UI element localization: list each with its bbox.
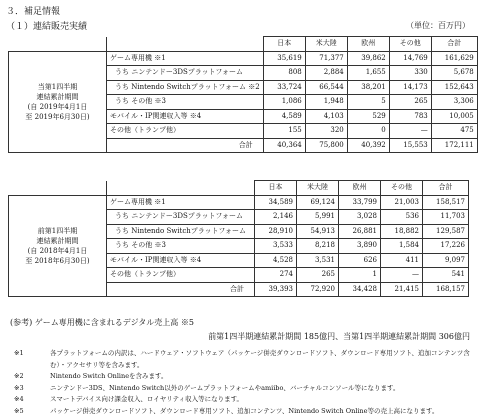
period-label: 前第1四半期 連結累計期間 (自 2018年4月1日 至 2018年6月30日) xyxy=(9,195,107,297)
row-label: うち ニンテンドー3DSプラットフォーム xyxy=(107,210,255,225)
footnote: ※2 Nintendo Switch Onlineを含みます。 xyxy=(14,371,470,383)
col-japan: 日本 xyxy=(255,181,297,196)
table-row: モバイル・IP関連収入等 ※4 4,589 4,103 529 783 10,005 xyxy=(9,109,478,124)
sub-title: （１）連結販売実績 xyxy=(6,19,87,32)
row-label: ゲーム専用機 ※1 xyxy=(107,51,264,66)
col-total: 合計 xyxy=(431,37,477,52)
total-row: 合計 39,393 72,920 34,428 21,415 168,157 xyxy=(9,282,469,297)
row-label: うち ニンテンドー3DSプラットフォーム xyxy=(107,66,264,81)
row-label: ゲーム専用機 ※1 xyxy=(107,195,255,210)
current-period-table xyxy=(8,36,478,153)
table-row: うち Nintendo Switchプラットフォーム ※2 33,724 66,544 38,201 14,173 152,643 xyxy=(9,80,478,95)
footnote: ※1 各プラットフォームの内訳は、ハードウェア・ソフトウェア（パッケージ併売ダウンロードソフト、ダウンロード専用ソフト、追加コンテンツ含む）・アクセサリ等を含みます。 xyxy=(14,348,470,371)
table-row: 前第1四半期 連結累計期間 (自 2018年4月1日 至 2018年6月30日) ゲーム専用機 ※1 34,589 69,124 33,799 21,003 158,517 xyxy=(9,195,469,210)
row-label: うち その他 ※3 xyxy=(107,95,264,110)
row-label: うち その他 ※3 xyxy=(107,239,255,254)
col-europe: 欧州 xyxy=(339,181,381,196)
table-row: うち ニンテンドー3DSプラットフォーム 2,146 5,991 3,028 536 11,703 xyxy=(9,210,469,225)
col-europe: 欧州 xyxy=(347,37,389,52)
table-row: 当第1四半期 連結累計期間 (自 2019年4月1日 至 2019年6月30日) ゲーム専用機 ※1 35,619 71,377 39,862 14,769 161,629 xyxy=(9,51,478,66)
table-row: うち ニンテンドー3DSプラットフォーム 808 2,884 1,655 330 5,678 xyxy=(9,66,478,81)
table-row: その他（トランプ他） 155 320 0 — 475 xyxy=(9,124,478,139)
col-japan: 日本 xyxy=(263,37,305,52)
header-row xyxy=(9,37,478,52)
row-label: うち Nintendo Switchプラットフォーム ※2 xyxy=(107,80,264,95)
digital-sales-title: (参考) ゲーム専用機に含まれるデジタル売上高 ※5 xyxy=(10,317,194,328)
table-row: うち その他 ※3 1,086 1,948 5 265 3,306 xyxy=(9,95,478,110)
footnotes xyxy=(14,348,470,417)
footnote: ※3 ニンテンドー3DS、Nintendo Switch以外のゲームプラットフォームやamiibo、バーチャルコンソール等になります。 xyxy=(14,383,470,395)
footnote: ※4 スマートデバイス向け課金収入、ロイヤリティ収入等になります。 xyxy=(14,394,470,406)
footnote: ※5 パッケージ併売ダウンロードソフト、ダウンロード専用ソフト、追加コンテンツ、Nintendo Switch Online等の売上高になります。 xyxy=(14,406,470,417)
col-other: その他 xyxy=(389,37,431,52)
row-label: その他（トランプ他） xyxy=(107,124,264,139)
table-row: モバイル・IP関連収入等 ※4 4,528 3,531 626 411 9,097 xyxy=(9,253,469,268)
period-label: 当第1四半期 連結累計期間 (自 2019年4月1日 至 2019年6月30日) xyxy=(9,51,107,153)
header-row xyxy=(9,181,469,196)
table-row: うち その他 ※3 3,533 8,218 3,890 1,584 17,226 xyxy=(9,239,469,254)
row-label: モバイル・IP関連収入等 ※4 xyxy=(107,109,264,124)
previous-period-table xyxy=(8,180,469,297)
col-americas: 米大陸 xyxy=(305,37,347,52)
table-row: うち Nintendo Switchプラットフォーム 28,910 54,913 26,881 18,882 129,587 xyxy=(9,224,469,239)
row-label: 合計 xyxy=(107,282,255,297)
col-total: 合計 xyxy=(423,181,469,196)
total-row: 合計 40,364 75,800 40,392 15,553 172,111 xyxy=(9,138,478,153)
table-row: その他（トランプ他） 274 265 1 — 541 xyxy=(9,268,469,283)
row-label: 合計 xyxy=(107,138,264,153)
col-americas: 米大陸 xyxy=(297,181,339,196)
unit-label: （単位：百万円） xyxy=(406,20,470,31)
section-title: ３．補足情報 xyxy=(6,4,60,17)
row-label: うち Nintendo Switchプラットフォーム xyxy=(107,224,255,239)
row-label: モバイル・IP関連収入等 ※4 xyxy=(107,253,255,268)
row-label: その他（トランプ他） xyxy=(107,268,255,283)
col-other: その他 xyxy=(381,181,423,196)
digital-sales-values: 前第1四半期連結累計期間 185億円、当第1四半期連結累計期間 306億円 xyxy=(208,331,470,342)
